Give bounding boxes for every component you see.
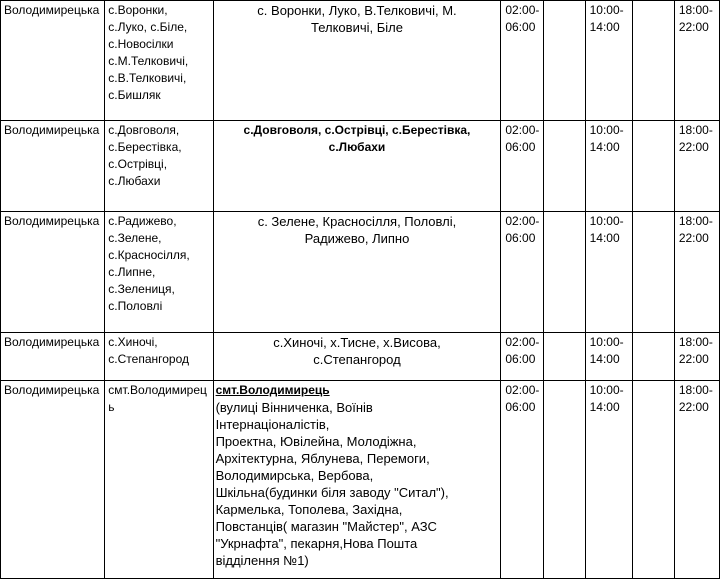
empty-cell: [544, 121, 585, 212]
empty-cell: [632, 1, 674, 121]
table-row: [1, 1, 720, 121]
table-row: [1, 212, 720, 333]
villages-cell: смт.Володимирец ь: [105, 381, 213, 579]
time-slot-2: 10:00- 14:00: [585, 212, 632, 333]
empty-cell: [544, 381, 585, 579]
areas-cell: с.Хиночі, х.Тисне, х.Висова, с.Степангород: [213, 333, 501, 381]
villages-cell: с.Довговоля, с.Берестівка, с.Острівці, с.Любахи: [105, 121, 213, 212]
district-cell: Володимирецька: [1, 1, 105, 121]
areas-cell: смт.Володимирець (вулиці Вінниченка, Воїнів Інтернаціоналістів, Проектна, Ювілейна, Молодіжна, Архітектурна, Яблунева, Перемоги, Володимирська, Вербова, Шкільна(будинки біля заводу "Ситал"), Кармелька, Тополева, Західна, Повстанців( магазин "Майстер", АЗС "Укрнафта", пекарня,Нова Пошта відділення №1): [213, 381, 501, 579]
empty-cell: [632, 212, 674, 333]
empty-cell: [544, 1, 585, 121]
time-slot-2: 10:00- 14:00: [585, 381, 632, 579]
table-row: [1, 121, 720, 212]
areas-cell: с. Зелене, Красносілля, Половлі, Радижево, Липно: [213, 212, 501, 333]
villages-cell: с.Хиночі, с.Степангород: [105, 333, 213, 381]
table-row: [1, 333, 720, 381]
time-slot-1: 02:00- 06:00: [501, 381, 544, 579]
villages-cell: с.Радижево, с.Зелене, с.Красносілля, с.Липне, с.Зелениця, с.Половлі: [105, 212, 213, 333]
time-slot-1: 02:00- 06:00: [501, 121, 544, 212]
time-slot-3: 18:00- 22:00: [674, 1, 719, 121]
areas-cell: с.Довговоля, с.Острівці, с.Берестівка, с.Любахи: [213, 121, 501, 212]
empty-cell: [632, 333, 674, 381]
empty-cell: [632, 121, 674, 212]
time-slot-2: 10:00- 14:00: [585, 1, 632, 121]
time-slot-1: 02:00- 06:00: [501, 333, 544, 381]
district-cell: Володимирецька: [1, 212, 105, 333]
time-slot-3: 18:00- 22:00: [674, 212, 719, 333]
time-slot-3: 18:00- 22:00: [674, 381, 719, 579]
areas-cell: с. Воронки, Луко, В.Телковичі, М. Телковичі, Біле: [213, 1, 501, 121]
time-slot-3: 18:00- 22:00: [674, 121, 719, 212]
villages-cell: с.Воронки, с.Луко, с.Біле, с.Новосілки с.М.Телковичі, с.В.Телковичі, с.Бишляк: [105, 1, 213, 121]
time-slot-1: 02:00- 06:00: [501, 212, 544, 333]
time-slot-1: 02:00- 06:00: [501, 1, 544, 121]
district-cell: Володимирецька: [1, 333, 105, 381]
district-cell: Володимирецька: [1, 381, 105, 579]
table-row: [1, 381, 720, 579]
empty-cell: [544, 212, 585, 333]
time-slot-3: 18:00- 22:00: [674, 333, 719, 381]
time-slot-2: 10:00- 14:00: [585, 333, 632, 381]
time-slot-2: 10:00- 14:00: [585, 121, 632, 212]
area-title: смт.Володимирець: [215, 383, 330, 397]
empty-cell: [544, 333, 585, 381]
district-cell: Володимирецька: [1, 121, 105, 212]
empty-cell: [632, 381, 674, 579]
